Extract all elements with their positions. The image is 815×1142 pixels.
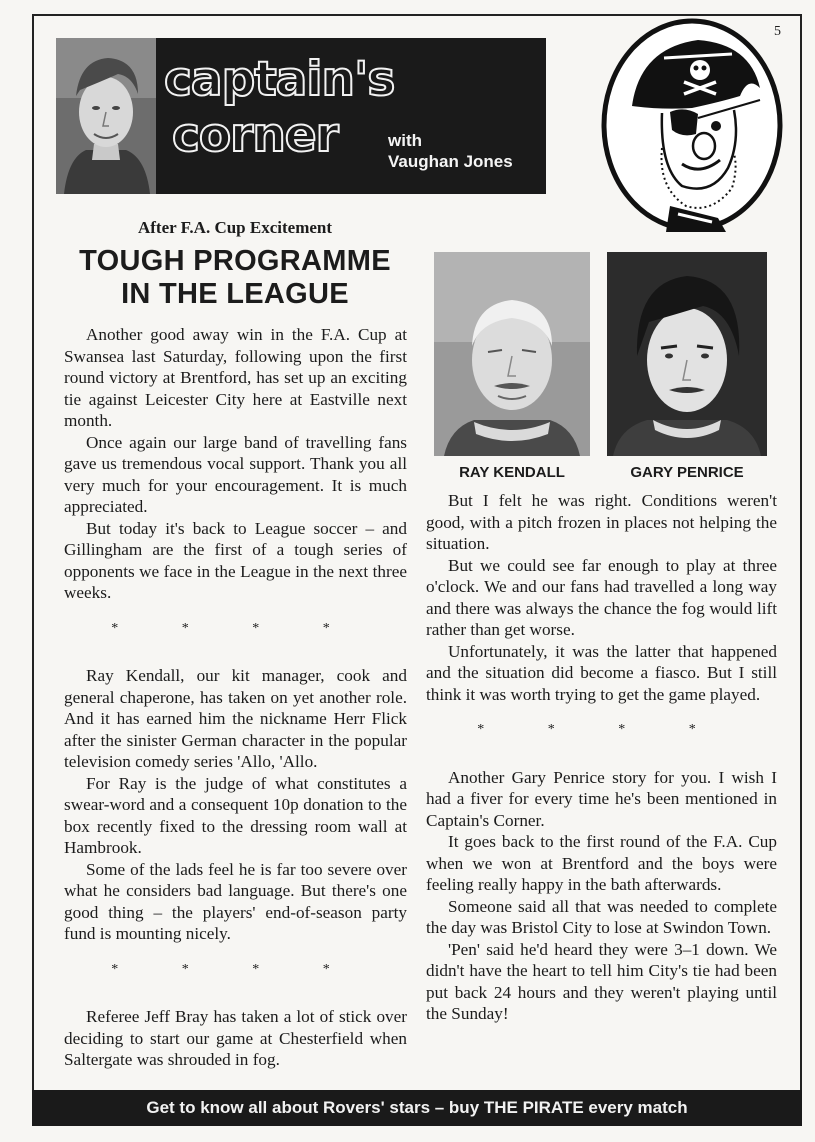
section-separator: * * * * [477,722,726,737]
article-column-right [426,490,777,1025]
pirate-mascot-logo [600,18,785,233]
article-column-left [64,324,407,1071]
photo-ray-kendall [434,252,590,456]
headline-line-1: TOUGH PROGRAMME [79,245,391,277]
captain-portrait [56,38,156,194]
paragraph: Once again our large band of travelling fans gave us tremendous vocal support. Thank you all very much for your encouragement. It is much appreciated. [64,432,407,516]
column-title [164,52,394,164]
paragraph: Another good away win in the F.A. Cup at Swansea last Saturday, following upon the first round victory at Brentford, has set up an exciting tie against Leicester City here at Eastville next month. [64,325,407,430]
paragraph: Referee Jeff Bray has taken a lot of stick over deciding to start our game at Chesterfield when Saltergate was shrouded in fog. [64,1007,407,1069]
paragraph: Someone said all that was needed to complete the day was Bristol City to lose at Swindon Town. [426,896,777,937]
article-kicker: After F.A. Cup Excitement [137,218,333,237]
with-label: with [388,131,422,150]
paragraph: Some of the lads feel he is far too severe over what he considers bad language. But there's one good thing – the players' end-of-season party fund is mounting nicely. [64,859,407,943]
photo-caption-ray-kendall: RAY KENDALL [459,464,565,481]
footer-promo-text: Get to know all about Rovers' stars – buy THE PIRATE every match [146,1098,688,1117]
title-word-corner: corner [172,108,338,163]
paragraph: But we could see far enough to play at three o'clock. We and our fans had travelled a long way and there was always the chance the fog would lift rather than get worse. [426,555,777,639]
paragraph: For Ray is the judge of what constitutes a swear-word and a consequent 10p donation to the box recently fixed to the dressing room wall at Hambrook. [64,773,407,857]
photo-gary-penrice [607,252,767,456]
paragraph: Ray Kendall, our kit manager, cook and general chaperone, has taken on yet another role. And it has earned him the nickname Herr Flick after the sinister German character in the popular television comedy series 'Allo, 'Allo. [64,666,407,771]
paragraph: Another Gary Penrice story for you. I wish I had a fiver for every time he's been mentioned in Captain's Corner. [426,767,777,830]
paragraph: 'Pen' said he'd heard they were 3–1 down. We didn't have the heart to tell him City's tie had been put back 24 hours and they weren't playing until the Sunday! [426,939,777,1023]
section-separator: * * * * [111,961,360,977]
title-word-captains: captain's [164,52,395,107]
paragraph: But today it's back to League soccer – and Gillingham are the first of a tough series of opponents we face in the League in the next three weeks. [64,518,407,602]
photo-caption-gary-penrice: GARY PENRICE [630,464,744,481]
headline-line-2: IN THE LEAGUE [121,278,349,310]
paragraph: But I felt he was right. Conditions weren't good, with a pitch frozen in places not helping the situation. [426,491,777,553]
article-headline [50,245,420,311]
paragraph: Unfortunately, it was the latter that happened and the situation did become a fiasco. But I still think it was worth trying to get the game played. [426,641,777,704]
page-number: 5 [774,24,781,39]
author-name: Vaughan Jones [388,152,513,171]
footer-banner [32,1090,802,1126]
section-separator: * * * * [111,620,360,636]
paragraph: It goes back to the first round of the F.A. Cup when we won at Brentford and the boys were feeling really happy in the bath afterwards. [426,832,777,894]
header-banner [56,38,546,194]
